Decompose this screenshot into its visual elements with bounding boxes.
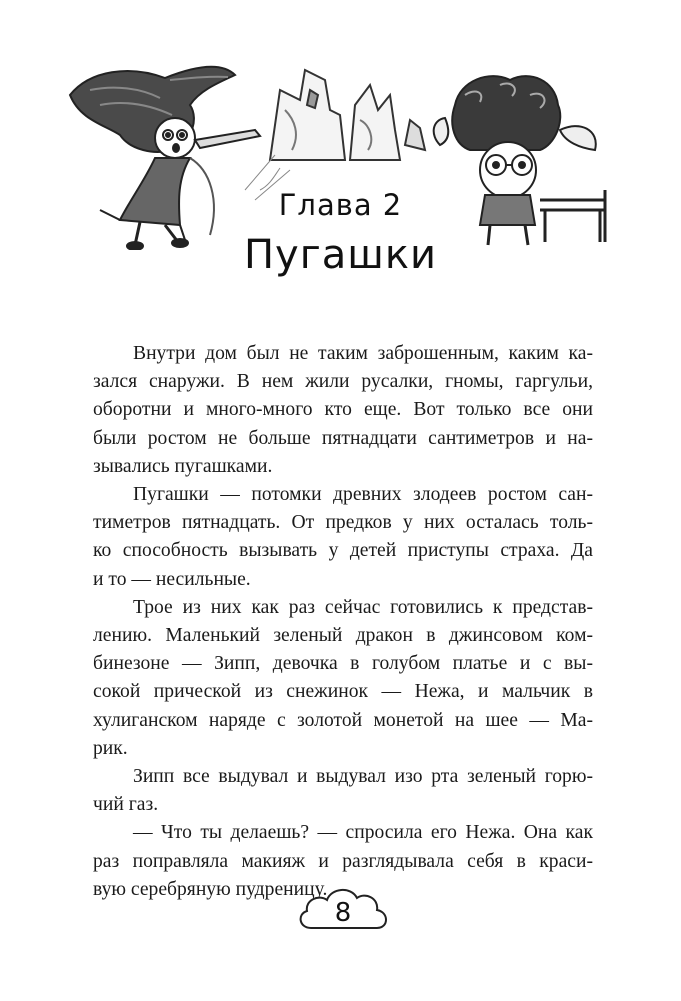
text-line: раз поправляла макияж и разглядывала себя в краси- xyxy=(93,850,593,872)
text-line: рик. xyxy=(93,737,128,759)
text-line: тиметров пятнадцать. От предков у них осталась толь- xyxy=(93,512,593,534)
text-line: лению. Маленький зеленый дракон в джинсовом ком- xyxy=(93,625,593,647)
paragraph xyxy=(93,763,593,819)
text-line: зался снаружи. В нем жили русалки, гномы, гаргульи, xyxy=(93,371,593,393)
text-line: и то — несильные. xyxy=(93,568,251,590)
text-line: хулиганском наряде с золотой монетой на шее — Ма- xyxy=(93,709,593,731)
castle-ruins-icon xyxy=(245,70,425,200)
chapter-title: Пугашки xyxy=(243,232,438,278)
paragraph xyxy=(93,481,593,594)
girl-character-icon xyxy=(70,67,260,250)
text-line: были ростом не больше пятнадцати сантиметров и на- xyxy=(93,427,593,449)
page-number: 8 xyxy=(334,898,352,928)
chapter-label: Глава 2 xyxy=(278,188,403,222)
text-line: Пугашки — потомки древних злодеев ростом сан- xyxy=(133,484,593,506)
text-line: ко способность вызывать у детей приступы страха. Да xyxy=(93,540,593,562)
text-line: Трое из них как раз сейчас готовились к представ- xyxy=(133,596,593,618)
paragraph xyxy=(93,340,593,481)
text-line: Зипп все выдувал и выдувал изо рта зеленый горю- xyxy=(133,766,593,788)
text-line: зывались пугашками. xyxy=(93,455,273,477)
body-text xyxy=(93,340,593,904)
text-line: чий газ. xyxy=(93,794,159,816)
text-line: Внутри дом был не таким заброшенным, каким ка- xyxy=(133,343,593,364)
text-line: оборотни и много-много кто еще. Вот только все они xyxy=(93,399,593,421)
paragraph xyxy=(93,594,593,763)
text-line: вую серебряную пудреницу. xyxy=(93,878,328,900)
text-line: — Что ты делаешь? — спросила его Нежа. Она как xyxy=(133,822,593,844)
text-line: сокой прической из снежинок — Нежа, и мальчик в xyxy=(93,681,593,703)
text-line: бинезоне — Зипп, девочка в голубом платье и с вы- xyxy=(93,653,593,675)
